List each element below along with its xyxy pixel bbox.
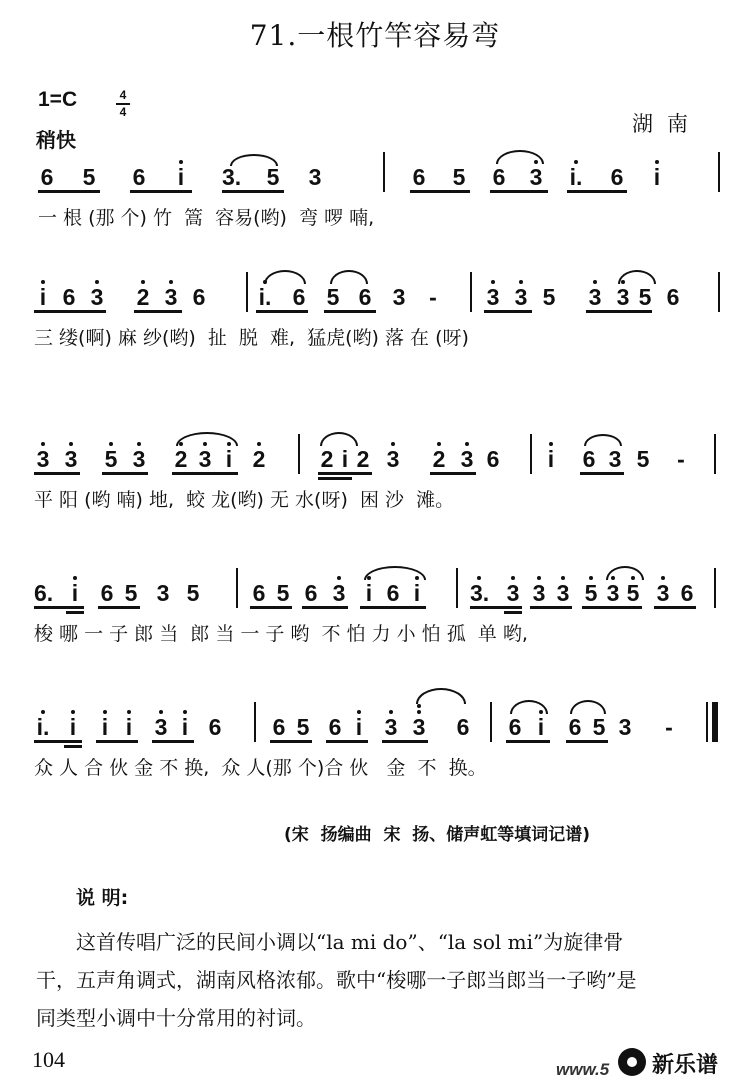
notation-line-4: 6. i 6 5 3 5 6 5 6 3 i 6 i 3. 3 3 3 5 3 5 3 6 [0, 566, 750, 626]
time-signature-top: 4 [119, 88, 127, 102]
key-signature: 1=C [38, 88, 78, 111]
credits: (宋 扬编曲 宋 扬、储声虹等填词记谱) [284, 825, 591, 845]
notation-line-5: i. i i i 3 i 6 6 5 6 i 3 3 6 6 i 6 5 3 - [0, 700, 750, 760]
explanation-paragraph-3: 同类型小调中十分常用的衬词。 [36, 1006, 316, 1030]
time-signature-bottom: 4 [119, 105, 127, 119]
lyrics-line-2: 三 缕(啊) 麻 纱(哟) 扯 脱 难, 猛虎(哟) 落 在 (呀) [34, 327, 469, 349]
lyrics-line-5: 众 人 合 伙 金 不 换, 众 人(那 个)合 伙 金 不 换。 [34, 757, 487, 779]
watermark-name: 新乐谱 [652, 1053, 719, 1078]
lyrics-line-3: 平 阳 (哟 喃) 地, 蛟 龙(哟) 无 水(呀) 困 沙 滩。 [34, 489, 455, 511]
notation-line-3: 3 3 5 3 2 3 i 2 2 i 2 3 2 3 6 i 6 3 5 - [0, 432, 750, 492]
score-line-2 [0, 270, 750, 360]
score-line-3 [0, 432, 750, 522]
score-line-5 [0, 700, 750, 790]
tempo-marking: 稍快 [36, 128, 76, 152]
record-logo-icon [618, 1048, 646, 1076]
notation-line-1: 6 5 6 i 3. 5 3 6 5 6 3 i. 6 i [0, 150, 750, 210]
explanation-paragraph-1: 这首传唱广泛的民间小调以“la mi do”、“la sol mi”为旋律骨 [76, 930, 624, 954]
song-origin: 湖南 [632, 112, 702, 136]
explanation-paragraph-2: 干，五声角调式，湖南风格浓郁。歌中“梭哪一子郎当郎当一子哟”是 [36, 968, 637, 992]
page-number: 104 [32, 1047, 65, 1072]
lyrics-line-4: 梭 哪 一 子 郎 当 郎 当 一 子 哟 不 怕 力 小 怕 孤 单 哟, [34, 623, 528, 645]
score-line-4 [0, 566, 750, 656]
score-line-1 [0, 150, 750, 240]
lyrics-line-1: 一 根 (那 个) 竹 篙 容易(哟) 弯 啰 喃, [38, 207, 375, 229]
song-title: 71.一根竹竿容易弯 [249, 19, 501, 52]
watermark-url: www.5 [556, 1060, 610, 1079]
notation-line-2: i 6 3 2 3 6 i. 6 5 6 3 - 3 3 5 3 3 5 6 [0, 270, 750, 330]
explanation-heading: 说 明: [76, 887, 129, 909]
